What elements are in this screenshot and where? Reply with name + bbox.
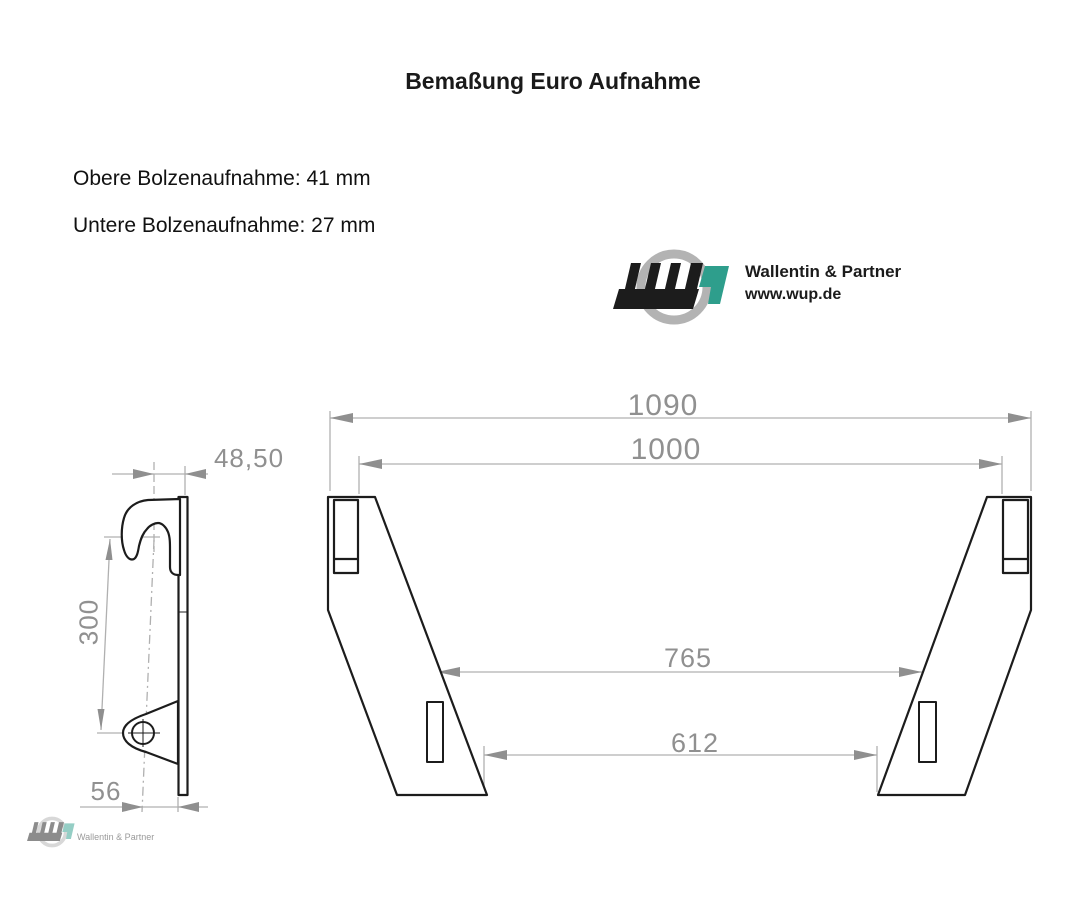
- spec-upper-pin: Obere Bolzenaufnahme: 41 mm: [73, 167, 371, 190]
- dim-upper-pin-span: 765: [663, 643, 713, 673]
- front-right-pin-slot: [919, 702, 936, 762]
- front-left-bracket: [328, 497, 487, 795]
- logo-website: www.wup.de: [745, 286, 842, 303]
- front-left-pin-slot: [427, 702, 443, 762]
- watermark-company-name: Wallentin & Partner: [77, 832, 155, 842]
- page-title: Bemaßung Euro Aufnahme: [405, 68, 701, 94]
- dim-lower-pin-span: 612: [670, 728, 720, 758]
- spec-lower-pin: Untere Bolzenaufnahme: 27 mm: [73, 214, 376, 237]
- front-right-bracket: [878, 497, 1031, 795]
- dim-bottom-offset: 56: [90, 776, 122, 806]
- dim-pin-distance: 300: [73, 598, 104, 646]
- watermark-logo: [27, 818, 75, 845]
- dim-inner-width: 1000: [630, 433, 702, 466]
- logo-company-name: Wallentin & Partner: [745, 262, 902, 281]
- dim-hook-offset: 48,50: [213, 443, 285, 473]
- dim-overall-width: 1090: [627, 389, 699, 422]
- company-logo: [613, 254, 729, 320]
